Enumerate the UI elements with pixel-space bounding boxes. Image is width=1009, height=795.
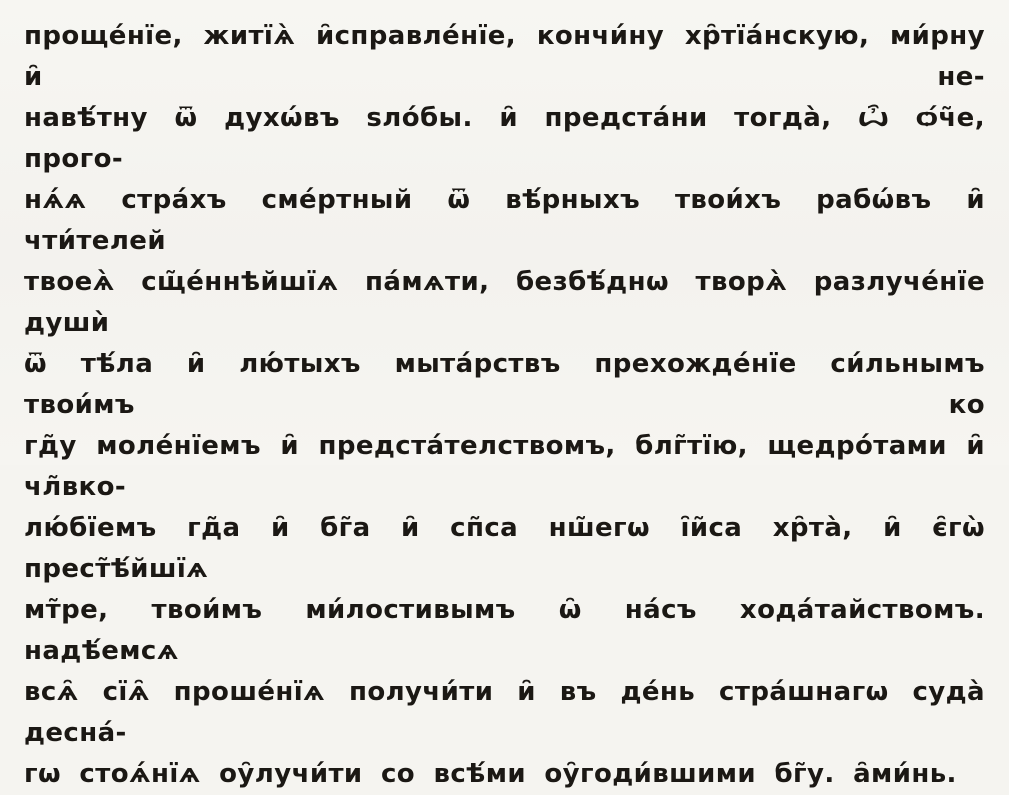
prayer-text-block [24, 16, 985, 795]
text-line: ѿ тѣ́ла и̑ лю́тыхъ мыта́рствъ прехожде́нїе си́льнымъ твои́мъ ко [24, 349, 985, 420]
text-line: нѧ́ѧ стра́хъ сме́ртный ѿ вѣ́рныхъ твои́хъ рабѡ́въ и̑ чти́телей [24, 185, 985, 256]
text-line: лю́бїемъ гд̃а и̑ бг̃а и̑ сп̃са нш̃егѡ і̑и̃са хр̑та̀, и̑ є̑гѡ̀ прест̃ѣ́йшїѧ [24, 513, 985, 584]
text-line: проще́нїе, житїѧ̀ и̑справле́нїе, кончи́ну хр̑тїа́нскую, ми́рну и̑ не- [24, 21, 985, 92]
text-line: гѡ стоѧ́нїѧ оу̑лучи́ти со всѣ́ми оу̑годи́вшими бг̃у. а̑ми́нь. [24, 759, 957, 789]
text-line: мт̃ре, твои́мъ ми́лостивымъ ѡ̑ на́съ хода́тайствомъ. надѣ́емсѧ [24, 595, 985, 666]
text-line: всѧ̑ сїѧ̑ проше́нїѧ получи́ти и̑ въ де́нь стра́шнагѡ суда̀ десна́- [24, 677, 985, 748]
text-line: навѣ́тну ѿ духѡ́въ ѕло́бы. и̑ предста́ни тогда̀, ѽ ѻ́ч̃е, прого- [24, 103, 985, 174]
text-line: твоеѧ̀ сщ̃е́ннѣйшїѧ па́мѧти, безбѣ́днѡ творѧ̀ разлуче́нїе душѝ [24, 267, 985, 338]
text-line: гд̃у моле́нїемъ и̑ предста́телствомъ, блг̃тїю, щедро́тами и̑ чл̃вко- [24, 431, 985, 502]
